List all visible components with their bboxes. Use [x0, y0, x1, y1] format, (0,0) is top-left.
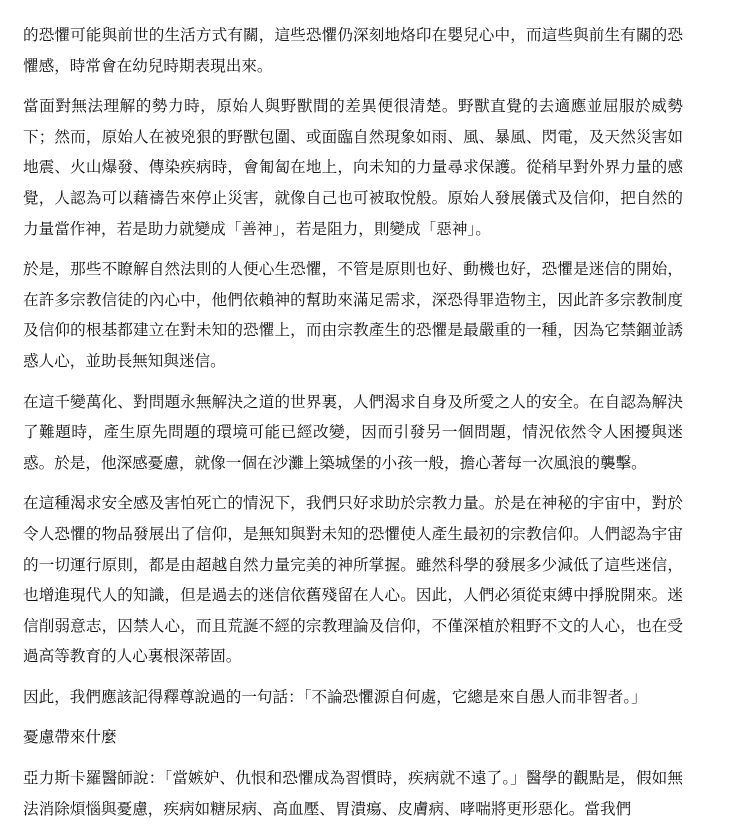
paragraph-7: 亞力斯卡羅醫師說：「當嫉妒、仇恨和恐懼成為習慣時，疾病就不遠了。」醫學的觀點是，假如無法消除煩惱與憂慮，疾病如糖尿病、高血壓、胃潰瘍、皮膚病、哮喘將更形惡化。當我們 [23, 769, 683, 818]
section-heading: 憂慮帶來什麼 [23, 728, 117, 747]
paragraph-5: 在這種渴求安全感及害怕死亡的情況下，我們只好求助於宗教力量。於是在神秘的宇宙中，對於令人恐懼的物品發展出了信仰，是無知與對未知的恐懼使人產生最初的宗教信仰。人們認為宇宙的一切運行原則，都是由超越自然力量完美的神所掌握。雖然科學的發展多少減低了這些迷信，也增進現代人的知識，但是過去的迷信依舊殘留在人心。因此，人們必須從束縛中掙脫開來。迷信削弱意志，囚禁人心，而且荒誕不經的宗教理論及信仰，不僅深植於粗野不文的人心，也在受過高等教育的人心裏根深蒂固。 [23, 494, 683, 666]
paragraph-4: 在這千變萬化、對問題永無解決之道的世界裏，人們渴求自身及所愛之人的安全。在自認為解決了難題時，產生原先問題的環境可能已經改變，因而引發另一個問題，情況依然令人困擾與迷惑。於是，他深感憂慮，就像一個在沙灘上築城堡的小孩一般，擔心著每一次風浪的襲擊。 [23, 392, 683, 472]
paragraph-3: 於是，那些不瞭解自然法則的人便心生恐懼，不管是原則也好、動機也好，恐懼是迷信的開始，在許多宗教信徒的內心中，他們依賴神的幫助來滿足需求，深恐得罪造物主，因此許多宗教制度及信仰的根基都建立在對未知的恐懼上，而由宗教產生的恐懼是最嚴重的一種，因為它禁錮並誘惑人心，並助長無知與迷信。 [23, 260, 683, 370]
document-page [23, 20, 683, 834]
paragraph-2: 當面對無法理解的勢力時，原始人與野獸間的差異便很清楚。野獸直覺的去適應並屈服於威勢下；然而，原始人在被兇狠的野獸包圍、或面臨自然現象如雨、風、暴風、閃電，及天然災害如地震、火山爆發、傳染疾病時，會匍匐在地上，向未知的力量尋求保護。從稍早對外界力量的感覺，人認為可以藉禱告來停止災害，就像自己也可被取悅般。原始人發展儀式及信仰，把自然的力量當作神，若是助力就變成「善神」，若是阻力，則變成「惡神」。 [23, 97, 683, 238]
paragraph-6: 因此，我們應該記得釋尊說過的一句話：「不論恐懼源自何處，它總是來自愚人而非智者。」 [23, 687, 647, 706]
paragraph-1: 的恐懼可能與前世的生活方式有關，這些恐懼仍深刻地烙印在嬰兒心中，而這些與前生有關的恐懼感，時常會在幼兒時期表現出來。 [23, 26, 683, 75]
